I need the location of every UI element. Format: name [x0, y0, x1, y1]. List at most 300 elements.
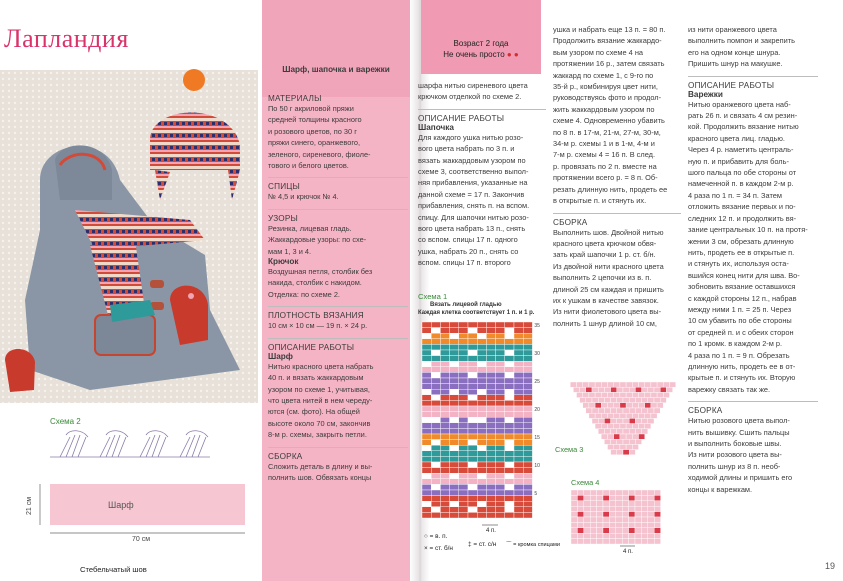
- scheme3-cell: [635, 418, 641, 423]
- scheme4-cell: [577, 517, 583, 522]
- scheme1-cell: [468, 372, 477, 378]
- scheme1-cell: [486, 423, 495, 429]
- scheme1-cell: [496, 378, 505, 384]
- scheme4-cell: [648, 517, 654, 522]
- scheme1-cell: [468, 384, 477, 390]
- scheme1-cell: [523, 400, 532, 406]
- scheme4-cell: [584, 490, 590, 495]
- crochet-line: Отделка: по схеме 2.: [268, 289, 340, 299]
- scheme1-cell: [422, 356, 431, 362]
- scheme3-cell: [601, 413, 607, 418]
- scheme4-cell: [616, 501, 622, 506]
- scheme3-cell: [620, 403, 626, 408]
- scheme1-cell: [459, 479, 468, 485]
- age-tag-band: [421, 0, 541, 74]
- scheme3-cell: [635, 439, 641, 444]
- scheme4-cell: [654, 533, 660, 538]
- scheme1-cell: [450, 501, 459, 507]
- scheme4-cell: [571, 533, 577, 538]
- scheme3-cell: [635, 429, 641, 434]
- scheme3-cell: [614, 392, 620, 397]
- scheme1-block: [418, 292, 534, 317]
- scheme3-cell: [611, 387, 617, 392]
- scheme3-cell: [604, 418, 610, 423]
- scheme4-cell: [577, 539, 583, 544]
- scheme1-cell: [514, 395, 523, 401]
- scheme1-cell: [440, 417, 449, 423]
- assembly-text: [268, 461, 408, 484]
- scheme1-cell: [477, 350, 486, 356]
- scheme4-cell: [635, 533, 641, 538]
- scheme1-cell: [459, 339, 468, 345]
- scheme3-cell: [632, 392, 638, 397]
- scheme4-cell: [648, 506, 654, 511]
- scheme1-cell: [505, 372, 514, 378]
- scheme4-cell: [590, 501, 596, 506]
- scarf-rectangle: [50, 484, 245, 525]
- scheme1-cell: [431, 423, 440, 429]
- scheme1-cell: [440, 473, 449, 479]
- scheme3-cell: [604, 387, 610, 392]
- divider: [268, 338, 408, 339]
- scheme1-cell: [422, 490, 431, 496]
- scheme1-cell: [505, 389, 514, 395]
- hat-continued-line: в открытые п. и стянуть их.: [553, 196, 647, 206]
- scheme1-cell: [523, 501, 532, 507]
- scheme1-cell: [523, 468, 532, 474]
- scheme4-cell: [584, 517, 590, 522]
- scheme1-cell: [431, 372, 440, 378]
- scheme1-cell: [477, 333, 486, 339]
- scheme1-cell: [514, 333, 523, 339]
- crochet-line: Воздушная петля, столбик без: [268, 267, 373, 277]
- hat-line: данной схеме = 17 п. Закончив: [418, 189, 525, 199]
- scheme3-cell: [577, 392, 583, 397]
- scheme1-cell: [505, 456, 514, 462]
- scheme1-cell: [496, 389, 505, 395]
- scheme1-cell: [459, 428, 468, 434]
- scheme3-cell: [595, 392, 601, 397]
- mittens-line: ную п. и прибавить для боль-: [688, 156, 789, 166]
- scheme1-cell: [486, 406, 495, 412]
- scheme1-grid: [418, 318, 560, 580]
- scheme1-cell: [496, 440, 505, 446]
- scheme4-cell: [603, 517, 609, 522]
- scheme4-cell: [577, 533, 583, 538]
- scheme1-cell: [505, 339, 514, 345]
- scheme1-cell: [477, 473, 486, 479]
- scheme1-cell: [459, 412, 468, 418]
- width-dimension: 70 см: [132, 536, 151, 543]
- scheme1-cell: [477, 423, 486, 429]
- scheme1-cell: [486, 501, 495, 507]
- scheme1-cell: [440, 428, 449, 434]
- scheme1-cell: [514, 456, 523, 462]
- scheme4-cell: [571, 490, 577, 495]
- scheme1-cell: [505, 479, 514, 485]
- crochet-line: накида, столбик с накидом.: [268, 278, 362, 288]
- scheme1-cell: [422, 440, 431, 446]
- scheme3-cell: [617, 387, 623, 392]
- scheme1-cell: [505, 322, 514, 328]
- scheme1-cell: [477, 412, 486, 418]
- hat-line: схеме 3, соответственно выпол-: [418, 167, 529, 177]
- scheme1-cell: [440, 507, 449, 513]
- scheme4-cell: [622, 512, 628, 517]
- scheme1-cell: [450, 328, 459, 334]
- scheme4-cell: [654, 522, 660, 527]
- scheme3-cell: [620, 392, 626, 397]
- scheme1-cell: [505, 328, 514, 334]
- scheme1-cell: [496, 445, 505, 451]
- scheme1-cell: [523, 378, 532, 384]
- scheme1-cell: [496, 395, 505, 401]
- hat-continued-line: резать длинную нить, продеть ее: [553, 184, 668, 194]
- scheme1-cell: [486, 484, 495, 490]
- scheme4-cell: [609, 506, 615, 511]
- work-heading: ОПИСАНИЕ РАБОТЫ: [268, 342, 355, 352]
- row-number: 25: [534, 378, 540, 385]
- assembly-heading: СБОРКА: [268, 451, 303, 461]
- column-1: [268, 89, 408, 483]
- legend-chain: ○ = в. п.: [424, 533, 448, 540]
- scheme3-cell: [611, 429, 617, 434]
- scheme1-cell: [468, 440, 477, 446]
- mittens-line: намеченной п. в каждом 2-м р.: [688, 179, 794, 189]
- scheme4-cell: [571, 528, 577, 533]
- scheme1-cell: [505, 378, 514, 384]
- scheme4-cell: [622, 506, 628, 511]
- scheme1-cell: [477, 361, 486, 367]
- row-number: 15: [534, 434, 540, 441]
- scheme1-cell: [477, 479, 486, 485]
- scheme3-cell: [611, 418, 617, 423]
- scheme1-cell: [514, 512, 523, 518]
- scheme1-cell: [450, 423, 459, 429]
- scheme4-cell: [629, 506, 635, 511]
- scheme1-cell: [496, 451, 505, 457]
- scheme4-cell: [622, 495, 628, 500]
- scheme1-cell: [523, 451, 532, 457]
- scheme1-cell: [496, 507, 505, 513]
- scheme1-cell: [514, 479, 523, 485]
- materials-line: и розового цветов, по 30 г: [268, 126, 357, 136]
- scheme3-cell: [657, 392, 663, 397]
- scheme1-cell: [505, 333, 514, 339]
- hat-continued-line: 34-м р. схемы 1 и в 1-м, 4-м и: [553, 139, 655, 149]
- scheme4-cell: [603, 522, 609, 527]
- scheme3-cell: [626, 392, 632, 397]
- scheme3-cell: [577, 382, 583, 387]
- scheme4-cell: [622, 539, 628, 544]
- scheme4-cell: [641, 506, 647, 511]
- scheme1-cell: [505, 462, 514, 468]
- density-text: 10 см × 10 см — 19 п. × 24 р.: [268, 321, 368, 331]
- scheme4-cell: [616, 512, 622, 517]
- scheme1-cell: [450, 451, 459, 457]
- scheme4-cell: [622, 522, 628, 527]
- scheme1-cell: [496, 462, 505, 468]
- row-number: 5: [534, 490, 538, 497]
- scheme4-cell: [641, 490, 647, 495]
- scheme1-cell: [440, 356, 449, 362]
- scheme4-cell: [597, 490, 603, 495]
- scarf-heading: Шарф: [268, 351, 293, 361]
- scheme3-cell: [598, 429, 604, 434]
- scheme4-cell: [622, 517, 628, 522]
- scheme1-cell: [440, 322, 449, 328]
- scheme4-cell: [577, 512, 583, 517]
- scheme1-cell: [459, 344, 468, 350]
- mittens-line: Нитью оранжевого цвета наб-: [688, 99, 791, 109]
- scheme1-cell: [468, 417, 477, 423]
- scheme3-cell: [601, 434, 607, 439]
- scheme4-cell: [590, 528, 596, 533]
- legend-dc: ‡ = ст. с/н: [468, 541, 497, 548]
- scheme3-cell: [654, 408, 660, 413]
- scheme1-cell: [440, 484, 449, 490]
- scheme3-cell: [598, 398, 604, 403]
- scheme3-cell: [608, 382, 614, 387]
- scheme3-cell: [651, 403, 657, 408]
- hat-line: со вспом. спицы 17 п. одного: [418, 235, 518, 245]
- scheme1-cell: [450, 484, 459, 490]
- assembly-line: Из нити фиолетового цвета вы-: [553, 307, 662, 317]
- scheme3-cell: [608, 434, 614, 439]
- assembly-text: [688, 415, 818, 495]
- scheme1-cell: [477, 496, 486, 502]
- scheme3-cell: [645, 403, 651, 408]
- scarf-line: что цвета нитей в нем череду-: [268, 395, 373, 405]
- scheme3-cell: [632, 413, 638, 418]
- scheme1-cell: [459, 434, 468, 440]
- scheme4-cell: [584, 501, 590, 506]
- scheme1-cell: [440, 400, 449, 406]
- scheme1-cell: [477, 400, 486, 406]
- scheme1-cell: [431, 445, 440, 451]
- scheme1-cell: [468, 484, 477, 490]
- scheme1-cell: [422, 473, 431, 479]
- scheme4-cell: [635, 528, 641, 533]
- assembly-heading: СБОРКА: [688, 406, 723, 416]
- scheme3-cell: [648, 387, 654, 392]
- scheme4-cell: [616, 522, 622, 527]
- scheme4-cell: [603, 512, 609, 517]
- mittens-line: и стянуть их, используя оста-: [688, 259, 789, 269]
- scheme1-cell: [450, 400, 459, 406]
- scheme1-cell: [496, 333, 505, 339]
- scheme1-cell: [505, 473, 514, 479]
- scheme4-cell: [577, 501, 583, 506]
- crochet-text: [268, 266, 408, 300]
- scheme1-cell: [505, 445, 514, 451]
- scheme4-cell: [597, 512, 603, 517]
- scheme1-cell: [459, 333, 468, 339]
- assembly-line: полнить шов. Обвязать концы: [268, 472, 372, 482]
- section-heading: Шарф, шапочка и варежки: [282, 65, 390, 74]
- patterns-line: Резинка, лицевая гладь.: [268, 223, 352, 233]
- scheme1-cell: [496, 400, 505, 406]
- scheme3-cell: [589, 382, 595, 387]
- scheme1-cell: [486, 339, 495, 345]
- scheme1-cell: [459, 350, 468, 356]
- scheme3-cell: [639, 392, 645, 397]
- scheme3-cell: [663, 382, 669, 387]
- assembly-line: и выполнить боковые швы.: [688, 439, 782, 448]
- scheme4-cell: [609, 501, 615, 506]
- scheme1-cell: [523, 356, 532, 362]
- scheme1-cell: [505, 356, 514, 362]
- scheme1-cell: [431, 456, 440, 462]
- scheme1-cell: [523, 440, 532, 446]
- scheme3-cell: [639, 403, 645, 408]
- scheme3-cell: [611, 450, 617, 455]
- repeat4-label: 4 п.: [623, 549, 633, 555]
- patterns-heading: УЗОРЫ: [268, 213, 298, 223]
- scheme1-cell: [468, 378, 477, 384]
- stitch-caption: Стебельчатый шов: [80, 565, 147, 574]
- scheme1-cell: [422, 512, 431, 518]
- scheme1-cell: [450, 490, 459, 496]
- scheme4-cell: [641, 522, 647, 527]
- scheme1-cell: [523, 507, 532, 513]
- scheme1-cell: [422, 361, 431, 367]
- scheme1-cell: [486, 479, 495, 485]
- scheme1-cell: [523, 428, 532, 434]
- scheme1-cell: [450, 333, 459, 339]
- scheme4-cell: [571, 495, 577, 500]
- cord-text: [688, 24, 818, 70]
- height-dimension: 21 см: [26, 496, 33, 515]
- scheme1-cell: [496, 512, 505, 518]
- scheme1-cell: [422, 400, 431, 406]
- scheme1-cell: [477, 406, 486, 412]
- scheme4-cell: [635, 522, 641, 527]
- scheme1-cell: [459, 417, 468, 423]
- scheme1-cell: [486, 462, 495, 468]
- scheme1-cell: [496, 423, 505, 429]
- scheme1-cell: [496, 412, 505, 418]
- scheme3-cell: [645, 413, 651, 418]
- scheme1-cell: [486, 328, 495, 334]
- scheme1-cell: [459, 372, 468, 378]
- scheme1-cell: [523, 512, 532, 518]
- mittens-line: рать 26 п. и связать 4 см резин-: [688, 111, 798, 121]
- scheme1-cell: [523, 339, 532, 345]
- scheme1-cell: [477, 484, 486, 490]
- scheme4-cell: [590, 539, 596, 544]
- scheme1-cell: [440, 412, 449, 418]
- scheme3-cell: [592, 387, 598, 392]
- scheme1-cell: [496, 344, 505, 350]
- scheme1-cell: [431, 350, 440, 356]
- scheme4-cell: [648, 533, 654, 538]
- page-title: Лапландия: [4, 24, 129, 53]
- scheme4-cell: [603, 495, 609, 500]
- age-text: Возраст 2 года: [453, 39, 509, 48]
- scheme1-cell: [486, 384, 495, 390]
- assembly-line: Выполнить шов. Двойной нитью: [553, 227, 664, 237]
- scheme1-cell: [459, 490, 468, 496]
- mittens-line: жении 3 см, обрезать длинную: [688, 236, 794, 246]
- scheme1-cell: [523, 367, 532, 373]
- scheme4-cell: [597, 506, 603, 511]
- scheme4-cell: [635, 490, 641, 495]
- scheme1-cell: [468, 412, 477, 418]
- scheme1-cell: [431, 395, 440, 401]
- scheme1-cell: [450, 456, 459, 462]
- needles-heading: СПИЦЫ: [268, 182, 300, 192]
- scheme1-cell: [468, 350, 477, 356]
- scheme1-cell: [477, 339, 486, 345]
- scheme1-cell: [450, 440, 459, 446]
- scheme1-cell: [477, 456, 486, 462]
- scheme1-cell: [468, 389, 477, 395]
- mittens-line: 10 см убавить по обе стороны: [688, 316, 792, 326]
- scheme3-cell: [580, 387, 586, 392]
- scheme1-cell: [468, 423, 477, 429]
- scheme1-cell: [486, 417, 495, 423]
- scheme1-cell: [523, 412, 532, 418]
- scheme1-cell: [468, 456, 477, 462]
- scheme4-cell: [635, 506, 641, 511]
- mittens-line: вшийся конец нити для шва. Во-: [688, 270, 800, 280]
- scheme1-cell: [459, 496, 468, 502]
- scheme1-cell: [496, 406, 505, 412]
- scheme3-cell: [645, 392, 651, 397]
- scheme1-cell: [440, 367, 449, 373]
- scheme1-cell: [505, 496, 514, 502]
- work-heading: ОПИСАНИЕ РАБОТЫ: [418, 113, 505, 123]
- scheme4-grid: [565, 478, 685, 556]
- scheme3-cell: [651, 382, 657, 387]
- scheme4-cell: [629, 528, 635, 533]
- scheme1-cell: [440, 333, 449, 339]
- scheme1-cell: [450, 479, 459, 485]
- divider: [268, 447, 408, 448]
- scheme1-cell: [514, 339, 523, 345]
- scheme1-cell: [422, 384, 431, 390]
- scheme4-cell: [609, 512, 615, 517]
- scheme3-cell: [642, 408, 648, 413]
- scheme1-cell: [505, 451, 514, 457]
- scheme1-cell: [450, 395, 459, 401]
- mittens-line: нить, продеть ее в открытые п.: [688, 247, 795, 257]
- scheme3-cell: [608, 424, 614, 429]
- scheme1-cell: [514, 496, 523, 502]
- hat-line: прибавления, снять п. на вспом.: [418, 201, 530, 211]
- scheme3-cell: [608, 444, 614, 449]
- scheme1-cell: [431, 496, 440, 502]
- scheme4-cell: [616, 533, 622, 538]
- scheme4-cell: [603, 490, 609, 495]
- assembly-line: концы к варежкам.: [688, 484, 753, 494]
- row-number: 30: [534, 350, 540, 357]
- scheme4-cell: [622, 490, 628, 495]
- scheme4-cell: [577, 528, 583, 533]
- intro-line: крючком отделкой по схеме 2.: [418, 92, 522, 102]
- scheme1-cell: [422, 378, 431, 384]
- scheme1-cell: [440, 434, 449, 440]
- scheme1-cell: [486, 356, 495, 362]
- scheme3-cell: [623, 418, 629, 423]
- scheme1-cell: [496, 479, 505, 485]
- scheme1-cell: [477, 468, 486, 474]
- scheme1-cell: [431, 484, 440, 490]
- assembly-line: красного цвета крючком обвя-: [553, 238, 657, 248]
- hat-continued-line: 7-м р. схемы 4 = 16 п. В след.: [553, 150, 656, 160]
- scheme1-cell: [477, 451, 486, 457]
